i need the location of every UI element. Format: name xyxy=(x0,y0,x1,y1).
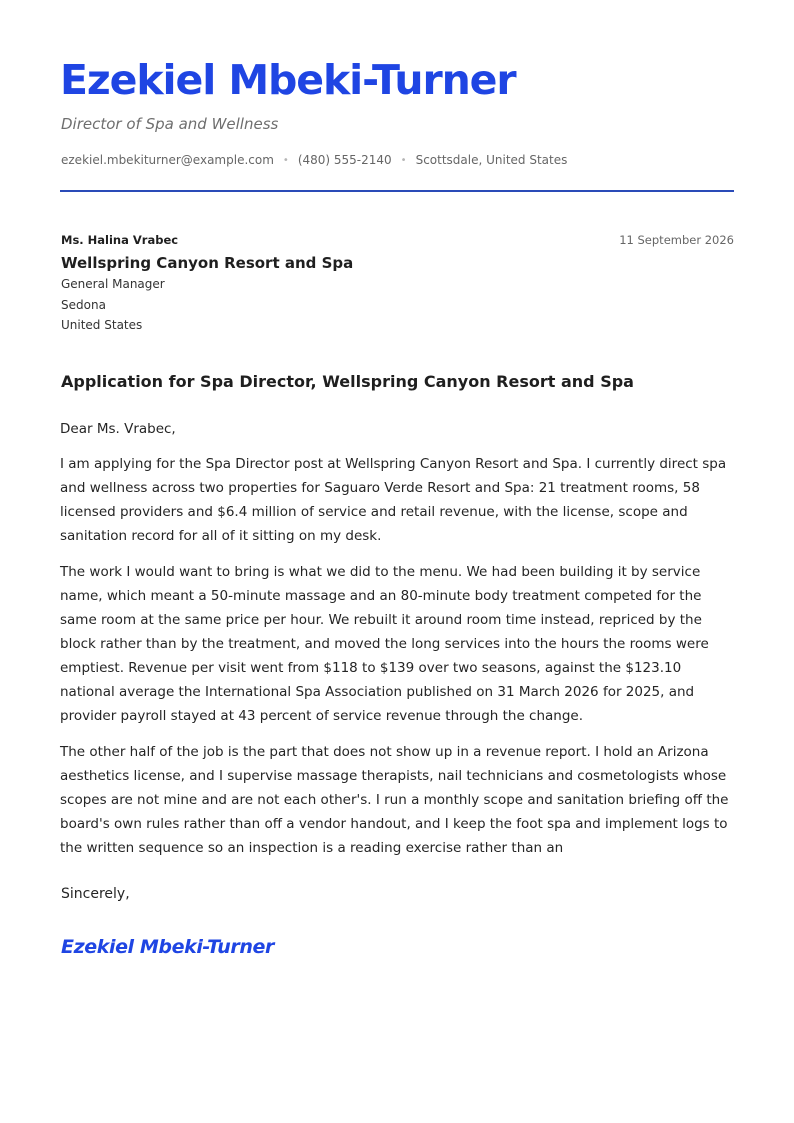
letter-greeting: Dear Ms. Vrabec, xyxy=(60,421,176,437)
letter-paragraph: The work I would want to bring is what we did to the menu. We had been building it by service name, which meant a 50-minute massage and an 80-minute body treatment competed for the same room at the same price per hour. We rebuilt it around room time instead, repriced by the block rather than by the treatment, and moved the long services into the hours the rooms were emptiest. Revenue per visit went from $118 to $139 over two seasons, against the $123.10 national average the International Spa Association published on 31 March 2026 for 2025, and provider payroll stayed at 43 percent of service revenue through the change. xyxy=(60,564,709,724)
recipient-role: General Manager xyxy=(61,277,165,291)
contact-location: Scottsdale, United States xyxy=(415,153,568,167)
contact-phone: (480) 555-2140 xyxy=(297,153,392,167)
letter-paragraph: The other half of the job is the part that does not show up in a revenue report. I hold an Arizona aesthetics license, and I supervise massage therapists, nail technicians and cosmetologists whose scopes are not mine and are not each other's. I run a monthly scope and sanitation briefing off the board's own rules rather than off a vendor handout, and I keep the foot spa and implement logs to the written sequence so an inspection is a reading exercise rather than an xyxy=(60,744,729,856)
separator-dot: • xyxy=(282,154,289,166)
letter-date: 11 September 2026 xyxy=(619,233,734,247)
letter-paragraph: I am applying for the Spa Director post at Wellspring Canyon Resort and Spa. I currently direct spa and wellness across two properties for Saguaro Verde Resort and Spa: 21 treatment rooms, 58 licensed providers and $6.4 million of service and retail revenue, with the license, scope and sanitation record for all of it sitting on my desk. xyxy=(60,456,727,544)
signature: Ezekiel Mbeki-Turner xyxy=(61,936,274,958)
header-divider xyxy=(60,190,734,192)
recipient-name: Ms. Halina Vrabec xyxy=(61,233,179,247)
contact-line xyxy=(61,153,567,167)
recipient-city: Sedona xyxy=(61,298,106,312)
recipient-country: United States xyxy=(61,318,143,332)
letter-subject: Application for Spa Director, Wellspring Canyon Resort and Spa xyxy=(61,372,634,391)
letter-closing: Sincerely, xyxy=(61,886,130,902)
separator-dot: • xyxy=(400,154,407,166)
recipient-company: Wellspring Canyon Resort and Spa xyxy=(61,254,354,272)
contact-email: ezekiel.mbekiturner@example.com xyxy=(61,153,274,167)
applicant-name: Ezekiel Mbeki-Turner xyxy=(60,56,516,104)
applicant-title: Director of Spa and Wellness xyxy=(61,115,279,133)
letter-body xyxy=(60,417,736,872)
